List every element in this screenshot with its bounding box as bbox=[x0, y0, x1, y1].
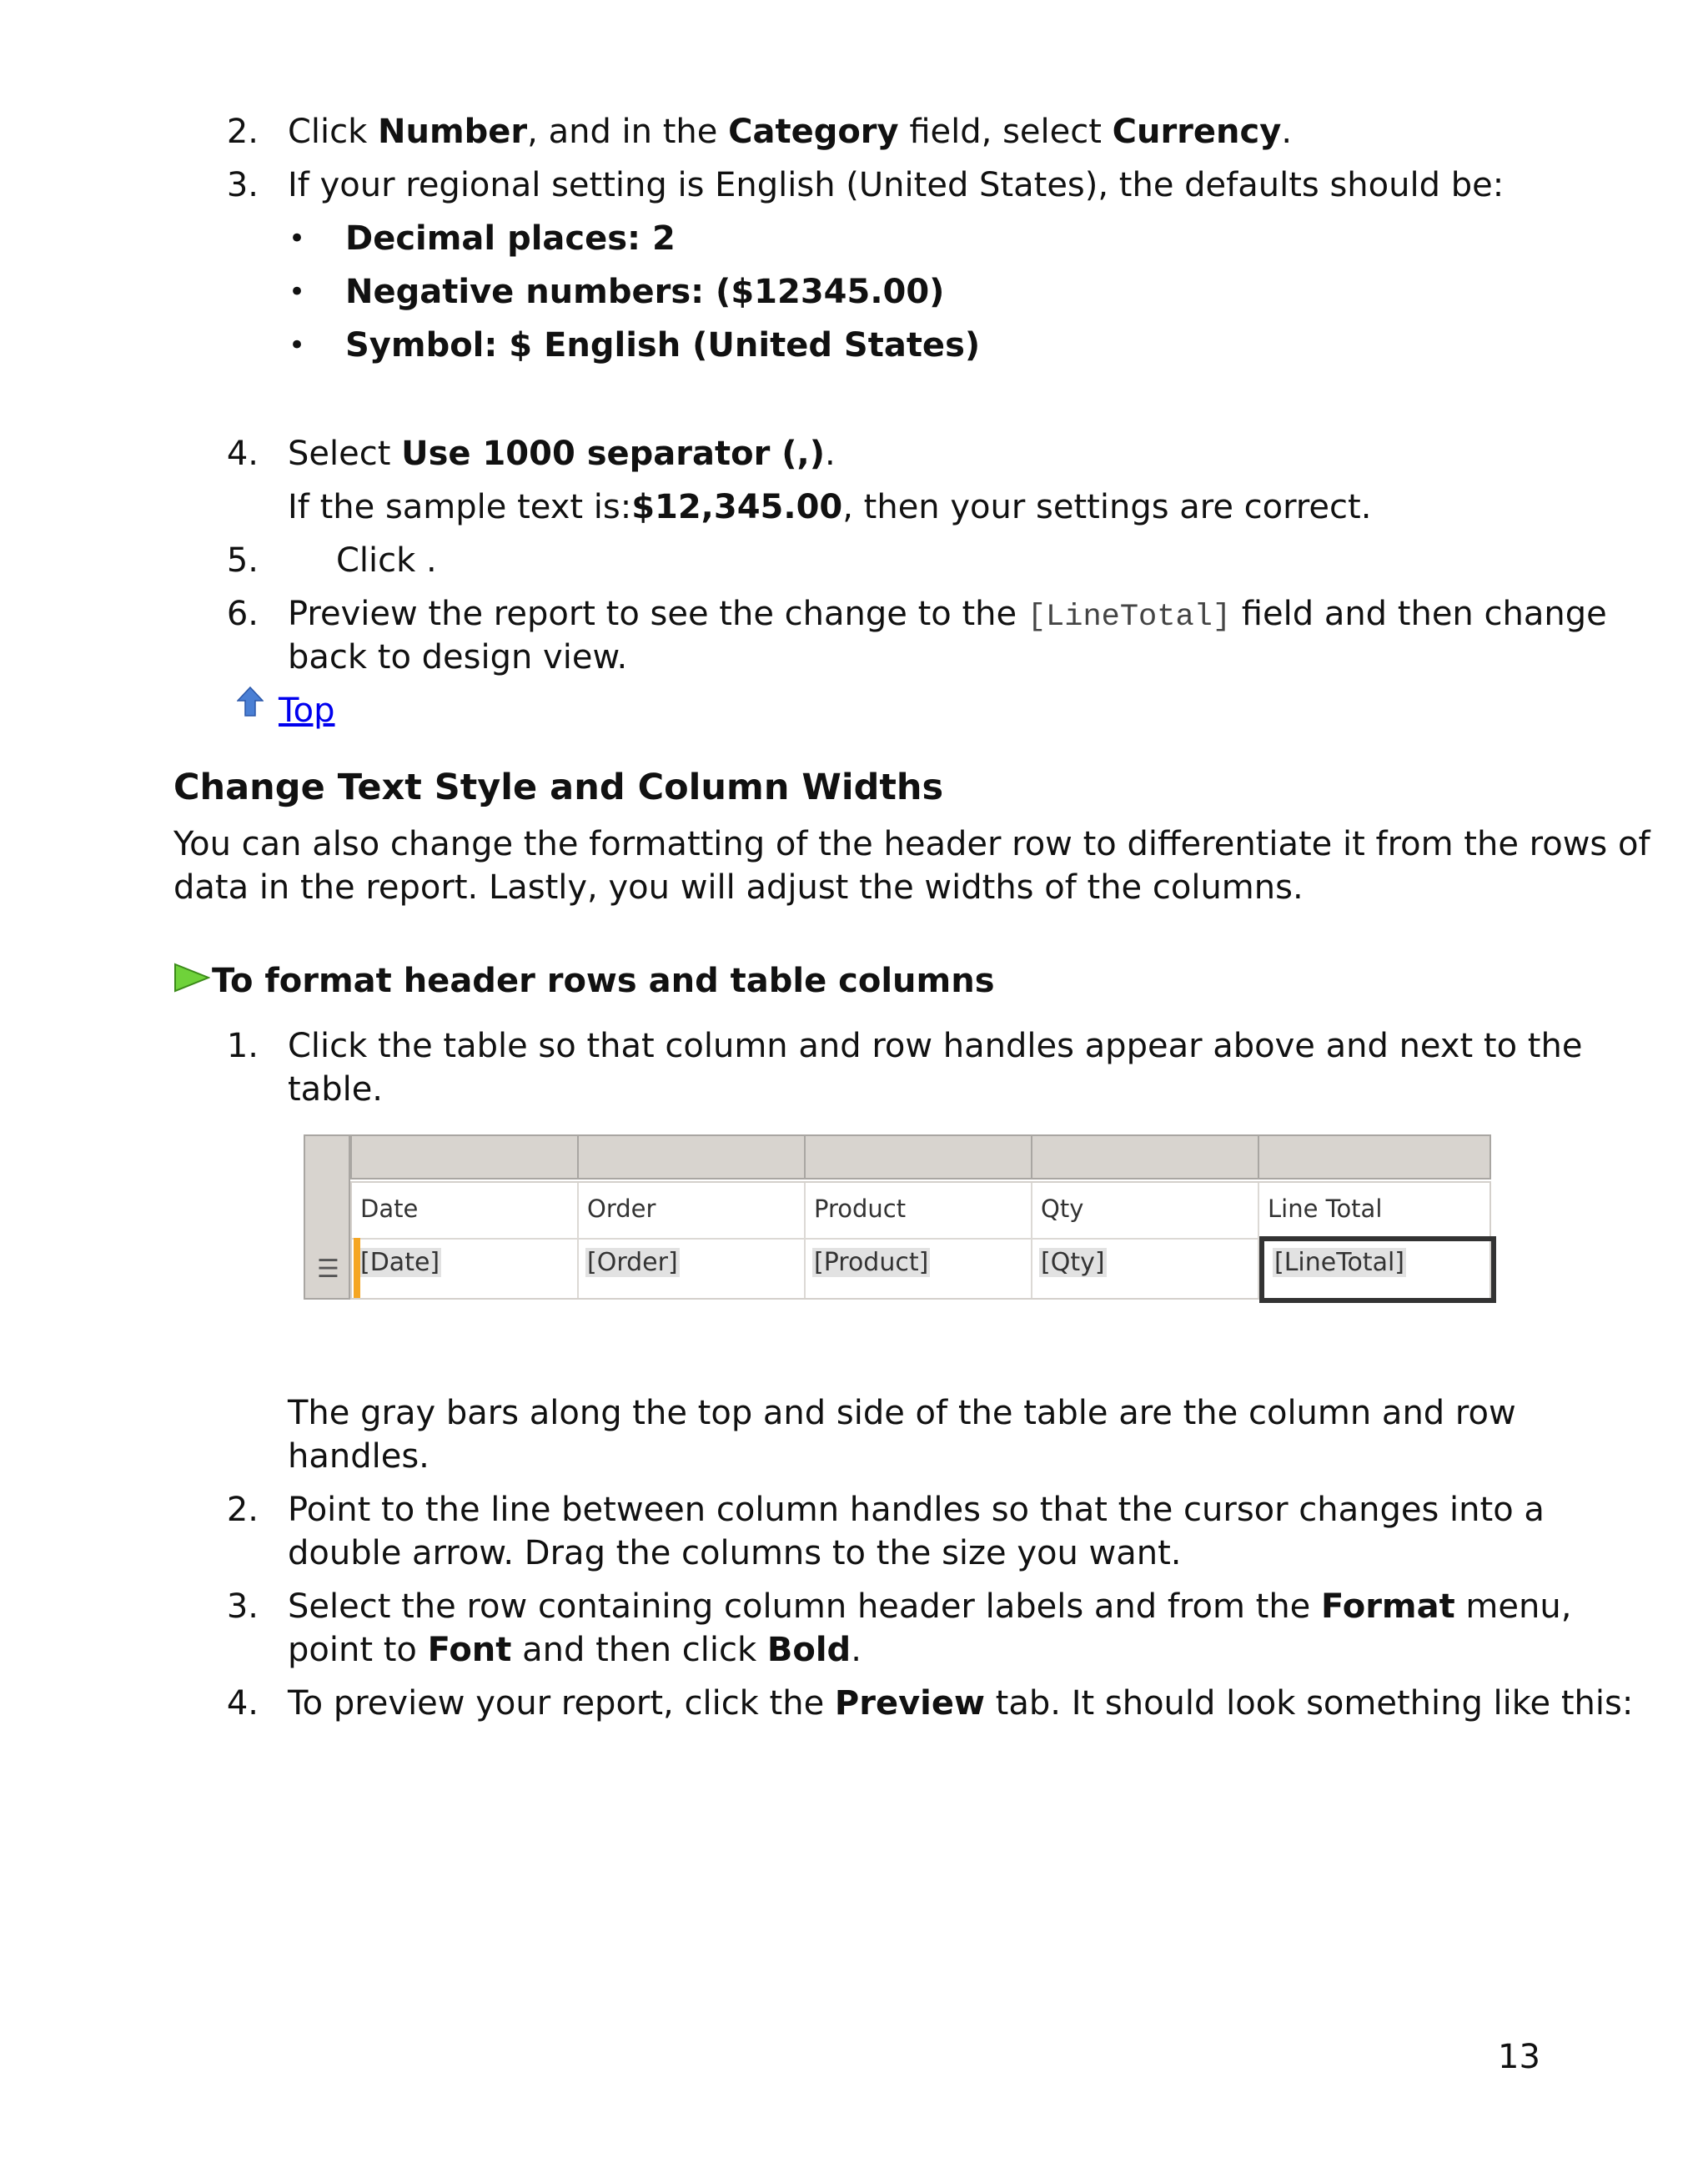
note-text: The gray bars along the top and side of the table are the column and row bbox=[288, 1394, 1516, 1432]
selection-marker bbox=[354, 1238, 360, 1298]
step-number: 4. bbox=[226, 1684, 259, 1723]
step-3b-text-line2: point to Font and then click Bold. bbox=[288, 1631, 862, 1669]
selected-cell-outline bbox=[1259, 1236, 1496, 1303]
step-4-sample-text: If the sample text is:$12,345.00, then your settings are correct. bbox=[288, 488, 1372, 526]
step-2-text: Click Number, and in the Category field, select Currency. bbox=[288, 113, 1293, 151]
field-cell[interactable]: [Order] bbox=[587, 1248, 678, 1277]
step-number: 1. bbox=[226, 1027, 259, 1065]
table-column bbox=[806, 1183, 1032, 1298]
step-number: 3. bbox=[226, 166, 259, 204]
step-4b-text: To preview your report, click the Preview tab. It should look something like this: bbox=[288, 1684, 1634, 1723]
step-4-text: Select Use 1000 separator (,). bbox=[288, 435, 836, 473]
procedure-title: To format header rows and table columns bbox=[212, 962, 995, 1000]
header-label[interactable]: Qty bbox=[1041, 1195, 1084, 1223]
table-column bbox=[1032, 1183, 1259, 1298]
code-linetotal: [LineTotal] bbox=[1027, 600, 1232, 635]
step-1-text: Click the table so that column and row handles appear above and next to the bbox=[288, 1027, 1583, 1065]
step-number: 6. bbox=[226, 595, 259, 633]
header-label[interactable]: Line Total bbox=[1268, 1195, 1383, 1223]
field-cell[interactable]: [LineTotal] bbox=[1274, 1248, 1404, 1277]
step-number: 2. bbox=[226, 113, 259, 151]
step-6-text-line2: back to design view. bbox=[288, 638, 628, 677]
column-handle[interactable] bbox=[577, 1134, 806, 1180]
step-number: 3. bbox=[226, 1587, 259, 1626]
bullet: • bbox=[289, 275, 306, 309]
field-cell[interactable]: [Qty] bbox=[1041, 1248, 1105, 1277]
step-number: 5. bbox=[226, 541, 259, 580]
top-link[interactable]: Top bbox=[279, 692, 335, 730]
step-1-text-line2: table. bbox=[288, 1070, 384, 1109]
green-triangle-icon bbox=[173, 963, 210, 993]
section-paragraph-line1: You can also change the formatting of the header row to differentiate it from the rows of bbox=[173, 825, 1650, 863]
column-handle[interactable] bbox=[1258, 1134, 1491, 1180]
header-label[interactable]: Date bbox=[360, 1195, 419, 1223]
note-text-line2: handles. bbox=[288, 1437, 430, 1476]
table-designer-screenshot bbox=[304, 1134, 1496, 1301]
section-paragraph-line2: data in the report. Lastly, you will adjust the widths of the columns. bbox=[173, 868, 1304, 907]
up-arrow-icon[interactable] bbox=[237, 686, 264, 719]
step-3-text: If your regional setting is English (United States), the defaults should be: bbox=[288, 166, 1505, 204]
bullet: • bbox=[289, 329, 306, 362]
section-heading: Change Text Style and Column Widths bbox=[173, 767, 944, 808]
step-3b-text: Select the row containing column header labels and from the Format menu, bbox=[288, 1587, 1572, 1626]
column-handle[interactable] bbox=[350, 1134, 579, 1180]
bullet-negative-numbers: Negative numbers: ($12345.00) bbox=[345, 273, 945, 311]
field-cell[interactable]: [Product] bbox=[814, 1248, 929, 1277]
table-column bbox=[579, 1183, 806, 1298]
step-2b-text-line2: double arrow. Drag the columns to the size you want. bbox=[288, 1534, 1182, 1572]
header-label[interactable]: Order bbox=[587, 1195, 656, 1223]
column-handle[interactable] bbox=[1031, 1134, 1259, 1180]
row-handle-icon[interactable]: ☰ bbox=[317, 1255, 339, 1284]
step-6-text: Preview the report to see the change to the [LineTotal] field and then change bbox=[288, 595, 1607, 635]
bullet-symbol: Symbol: $ English (United States) bbox=[345, 326, 981, 365]
bullet: • bbox=[289, 222, 306, 255]
table-column bbox=[352, 1183, 579, 1298]
step-2b-text: Point to the line between column handles so that the cursor changes into a bbox=[288, 1491, 1545, 1529]
step-5-text: Click . bbox=[336, 541, 437, 580]
header-label[interactable]: Product bbox=[814, 1195, 907, 1223]
step-number: 4. bbox=[226, 435, 259, 473]
bullet-decimal-places: Decimal places: 2 bbox=[345, 219, 676, 258]
step-number: 2. bbox=[226, 1491, 259, 1529]
column-handle[interactable] bbox=[804, 1134, 1032, 1180]
page-number: 13 bbox=[1498, 2038, 1540, 2076]
field-cell[interactable]: [Date] bbox=[360, 1248, 440, 1277]
